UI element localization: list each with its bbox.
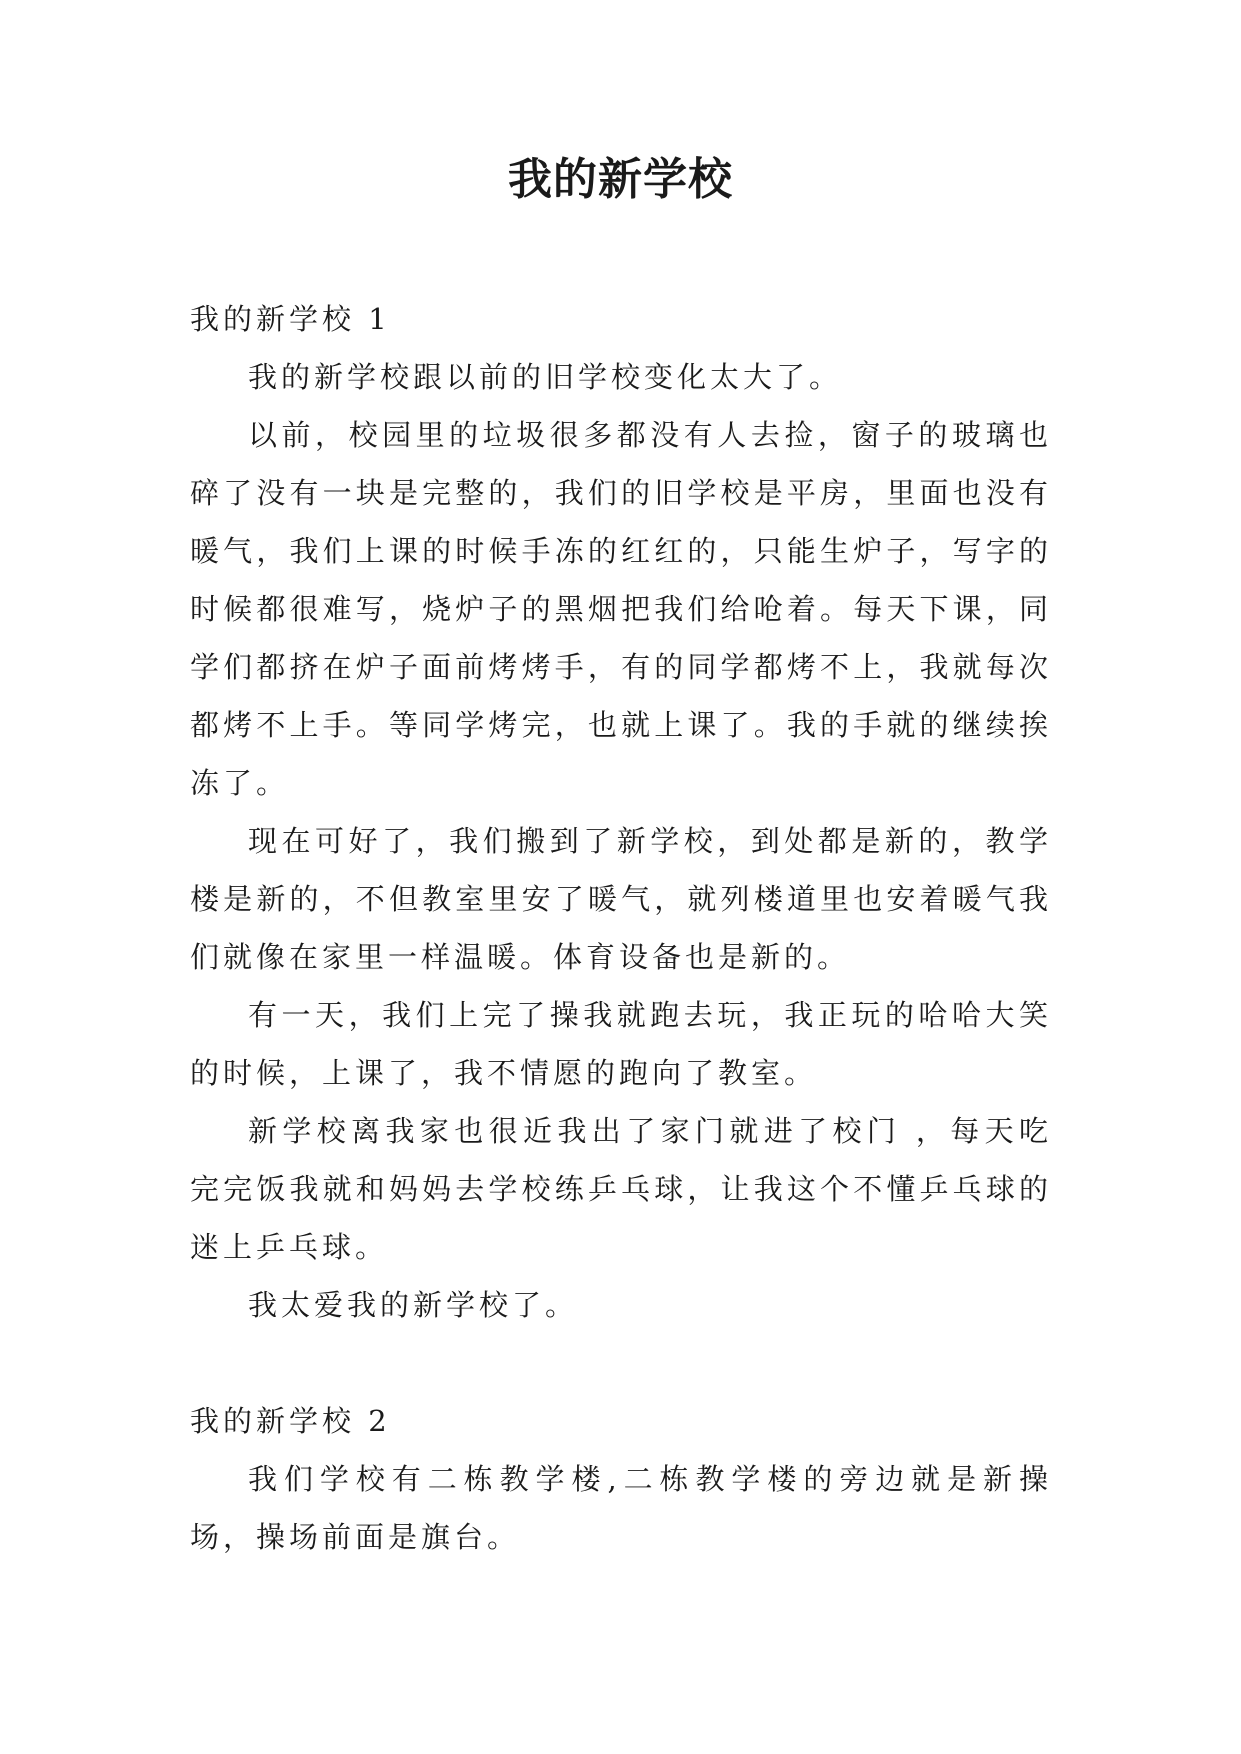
section-1-paragraph-6: 我太爱我的新学校了。 bbox=[248, 1288, 579, 1322]
section-1-paragraph-5: 新学校离我家也很近我出了家门就进了校门 ，每天吃完完饭我就和妈妈去学校练乒乓球，让我这个不懂乒乓球的迷上乒乓球。 bbox=[190, 1114, 1052, 1264]
section-1-paragraph-3: 现在可好了，我们搬到了新学校，到处都是新的，教学楼是新的，不但教室里安了暖气，就列楼道里也安着暖气我们就像在家里一样温暖。体育设备也是新的。 bbox=[190, 824, 1052, 974]
document-title: 我的新学校 bbox=[508, 154, 733, 205]
section-1-paragraph-1: 我的新学校跟以前的旧学校变化太大了。 bbox=[248, 360, 843, 394]
section-divider-space bbox=[190, 1334, 1052, 1392]
section-1-heading: 我的新学校 1 bbox=[190, 302, 391, 336]
section-1-paragraph-2: 以前，校园里的垃圾很多都没有人去捡，窗子的玻璃也碎了没有一块是完整的，我们的旧学校是平房，里面也没有暖气，我们上课的时候手冻的红红的，只能生炉子，写字的时候都很难写，烧炉子的黑烟把我们给呛着。每天下课，同学们都挤在炉子面前烤烤手，有的同学都烤不上，我就每次都烤不上手。等同学烤完，也就上课了。我的手就的继续挨冻了。 bbox=[190, 418, 1052, 800]
document-body bbox=[190, 290, 1052, 1566]
section-1-paragraph-4: 有一天，我们上完了操我就跑去玩，我正玩的哈哈大笑的时候，上课了，我不情愿的跑向了教室。 bbox=[190, 998, 1052, 1090]
section-2-heading: 我的新学校 2 bbox=[190, 1404, 391, 1438]
section-2-paragraph-1: 我们学校有二栋教学楼,二栋教学楼的旁边就是新操场，操场前面是旗台。 bbox=[190, 1462, 1052, 1554]
